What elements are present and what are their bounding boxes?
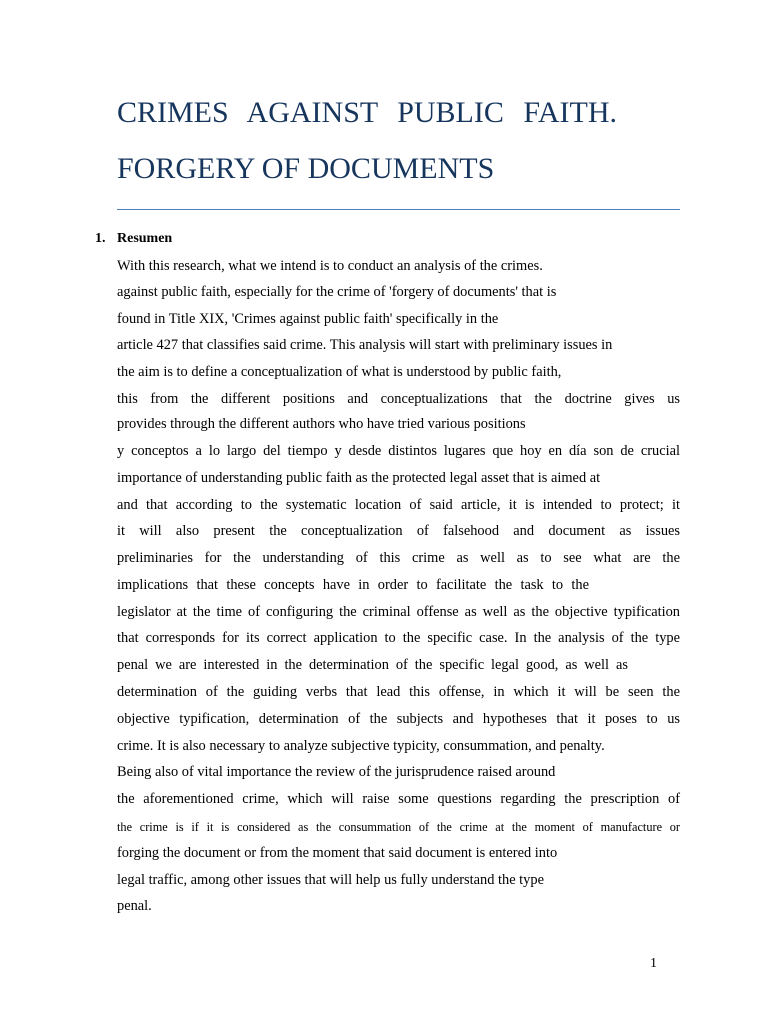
section-heading: Resumen xyxy=(117,231,173,246)
body-line: crime. It is also necessary to analyze subjective typicity, consummation, and penalty. xyxy=(117,738,605,754)
body-line: penal we are interested in the determination of the specific legal good, as well as xyxy=(117,657,628,673)
body-line: this from the different positions and conceptualizations that the doctrine gives us xyxy=(117,391,680,407)
body-line: objective typification, determination of the subjects and hypotheses that it poses to us xyxy=(117,711,680,727)
document-title-line-2: FORGERY OF DOCUMENTS xyxy=(117,152,495,185)
body-line: importance of understanding public faith as the protected legal asset that is aimed at xyxy=(117,470,601,486)
page-number: 1 xyxy=(650,956,657,971)
body-line: and that according to the systematic location of said article, it is intended to protect; it xyxy=(117,497,680,513)
body-line: provides through the different authors who have tried various positions xyxy=(117,416,526,432)
body-line: the aim is to define a conceptualization of what is understood by public faith, xyxy=(117,364,562,380)
body-line: preliminaries for the understanding of this crime as well as to see what are the xyxy=(117,550,680,566)
title-divider xyxy=(117,209,680,210)
body-line: penal. xyxy=(117,898,152,914)
body-line: y conceptos a lo largo del tiempo y desde distintos lugares que hoy en día son de crucial xyxy=(117,443,680,459)
body-line: that corresponds for its correct application to the specific case. In the analysis of the type xyxy=(117,630,680,646)
section-number: 1. xyxy=(95,231,106,246)
body-line: With this research, what we intend is to conduct an analysis of the crimes. xyxy=(117,258,543,274)
document-title-line-1: CRIMES AGAINST PUBLIC FAITH. xyxy=(117,96,617,129)
body-line: forging the document or from the moment that said document is entered into xyxy=(117,845,558,861)
body-line: determination of the guiding verbs that lead this offense, in which it will be seen the xyxy=(117,684,680,700)
body-line: the crime is if it is considered as the consummation of the crime at the moment of manufacture or xyxy=(117,820,680,834)
body-line: legislator at the time of configuring the criminal offense as well as the objective typification xyxy=(117,604,680,620)
body-line: Being also of vital importance the review of the jurisprudence raised around xyxy=(117,764,556,780)
body-line: the aforementioned crime, which will raise some questions regarding the prescription of xyxy=(117,791,680,807)
body-line: it will also present the conceptualization of falsehood and document as issues xyxy=(117,523,680,539)
body-line: article 427 that classifies said crime. This analysis will start with preliminary issues in xyxy=(117,337,613,353)
body-line: legal traffic, among other issues that will help us fully understand the type xyxy=(117,872,544,888)
body-line: against public faith, especially for the crime of 'forgery of documents' that is xyxy=(117,284,557,300)
body-line: found in Title XIX, 'Crimes against public faith' specifically in the xyxy=(117,311,499,327)
body-line: implications that these concepts have in order to facilitate the task to the xyxy=(117,577,589,593)
